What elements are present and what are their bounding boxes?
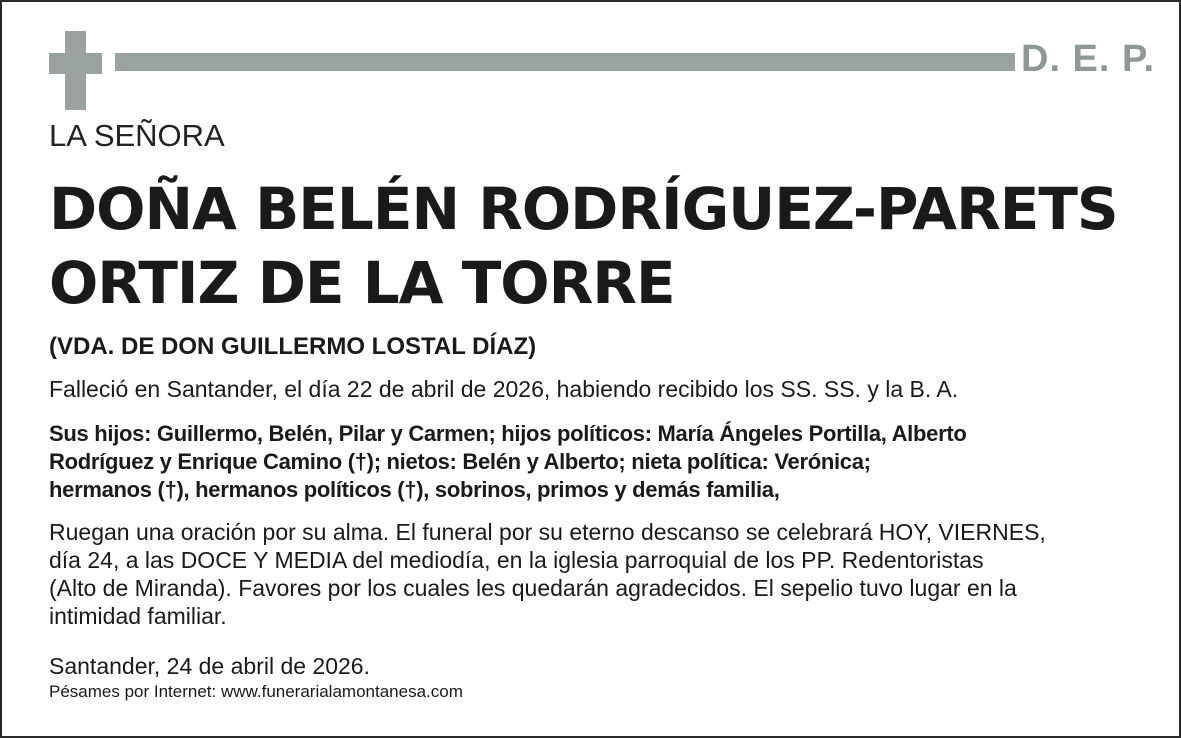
family-line: Rodríguez y Enrique Camino (†); nietos: Belén y Alberto; nieta política: Verónica; [49, 449, 871, 474]
funeral-line: día 24, a las DOCE Y MEDIA del mediodía, en la iglesia parroquial de los PP. Redentoristas [49, 547, 984, 573]
deceased-name [49, 172, 1149, 320]
condolences-web: Pésames por Internet: www.funerarialamontanesa.com [49, 682, 463, 701]
dep-label: D. E. P. [1021, 38, 1156, 80]
deceased-name-line: DOÑA BELÉN RODRÍGUEZ-PARETS [49, 175, 1118, 243]
place-date: Santander, 24 de abril de 2026. [49, 653, 370, 679]
funeral-line: intimidad familiar. [49, 603, 227, 629]
widow-of-line: (VDA. DE DON GUILLERMO LOSTAL DÍAZ) [49, 333, 537, 360]
funeral-line: Ruegan una oración por su alma. El funeral por su eterno descanso se celebrará HOY, VIERNES, [49, 519, 1046, 545]
family-line: hermanos (†), hermanos políticos (†), sobrinos, primos y demás familia, [49, 477, 780, 502]
intro-title: LA SEÑORA [49, 118, 225, 153]
family-line: Sus hijos: Guillermo, Belén, Pilar y Carmen; hijos políticos: María Ángeles Portilla, Alberto [49, 421, 967, 446]
funeral-details [49, 518, 1159, 630]
funeral-line: (Alto de Miranda). Favores por los cuales les quedarán agradecidos. El sepelio tuvo lugar en la [49, 575, 1017, 601]
family-list [49, 420, 1149, 504]
deceased-name-line: ORTIZ DE LA TORRE [49, 249, 675, 317]
header-rule [115, 53, 1015, 71]
death-notice: Falleció en Santander, el día 22 de abril de 2026, habiendo recibido los SS. SS. y la B. A. [49, 376, 959, 402]
cross-icon [49, 31, 102, 110]
